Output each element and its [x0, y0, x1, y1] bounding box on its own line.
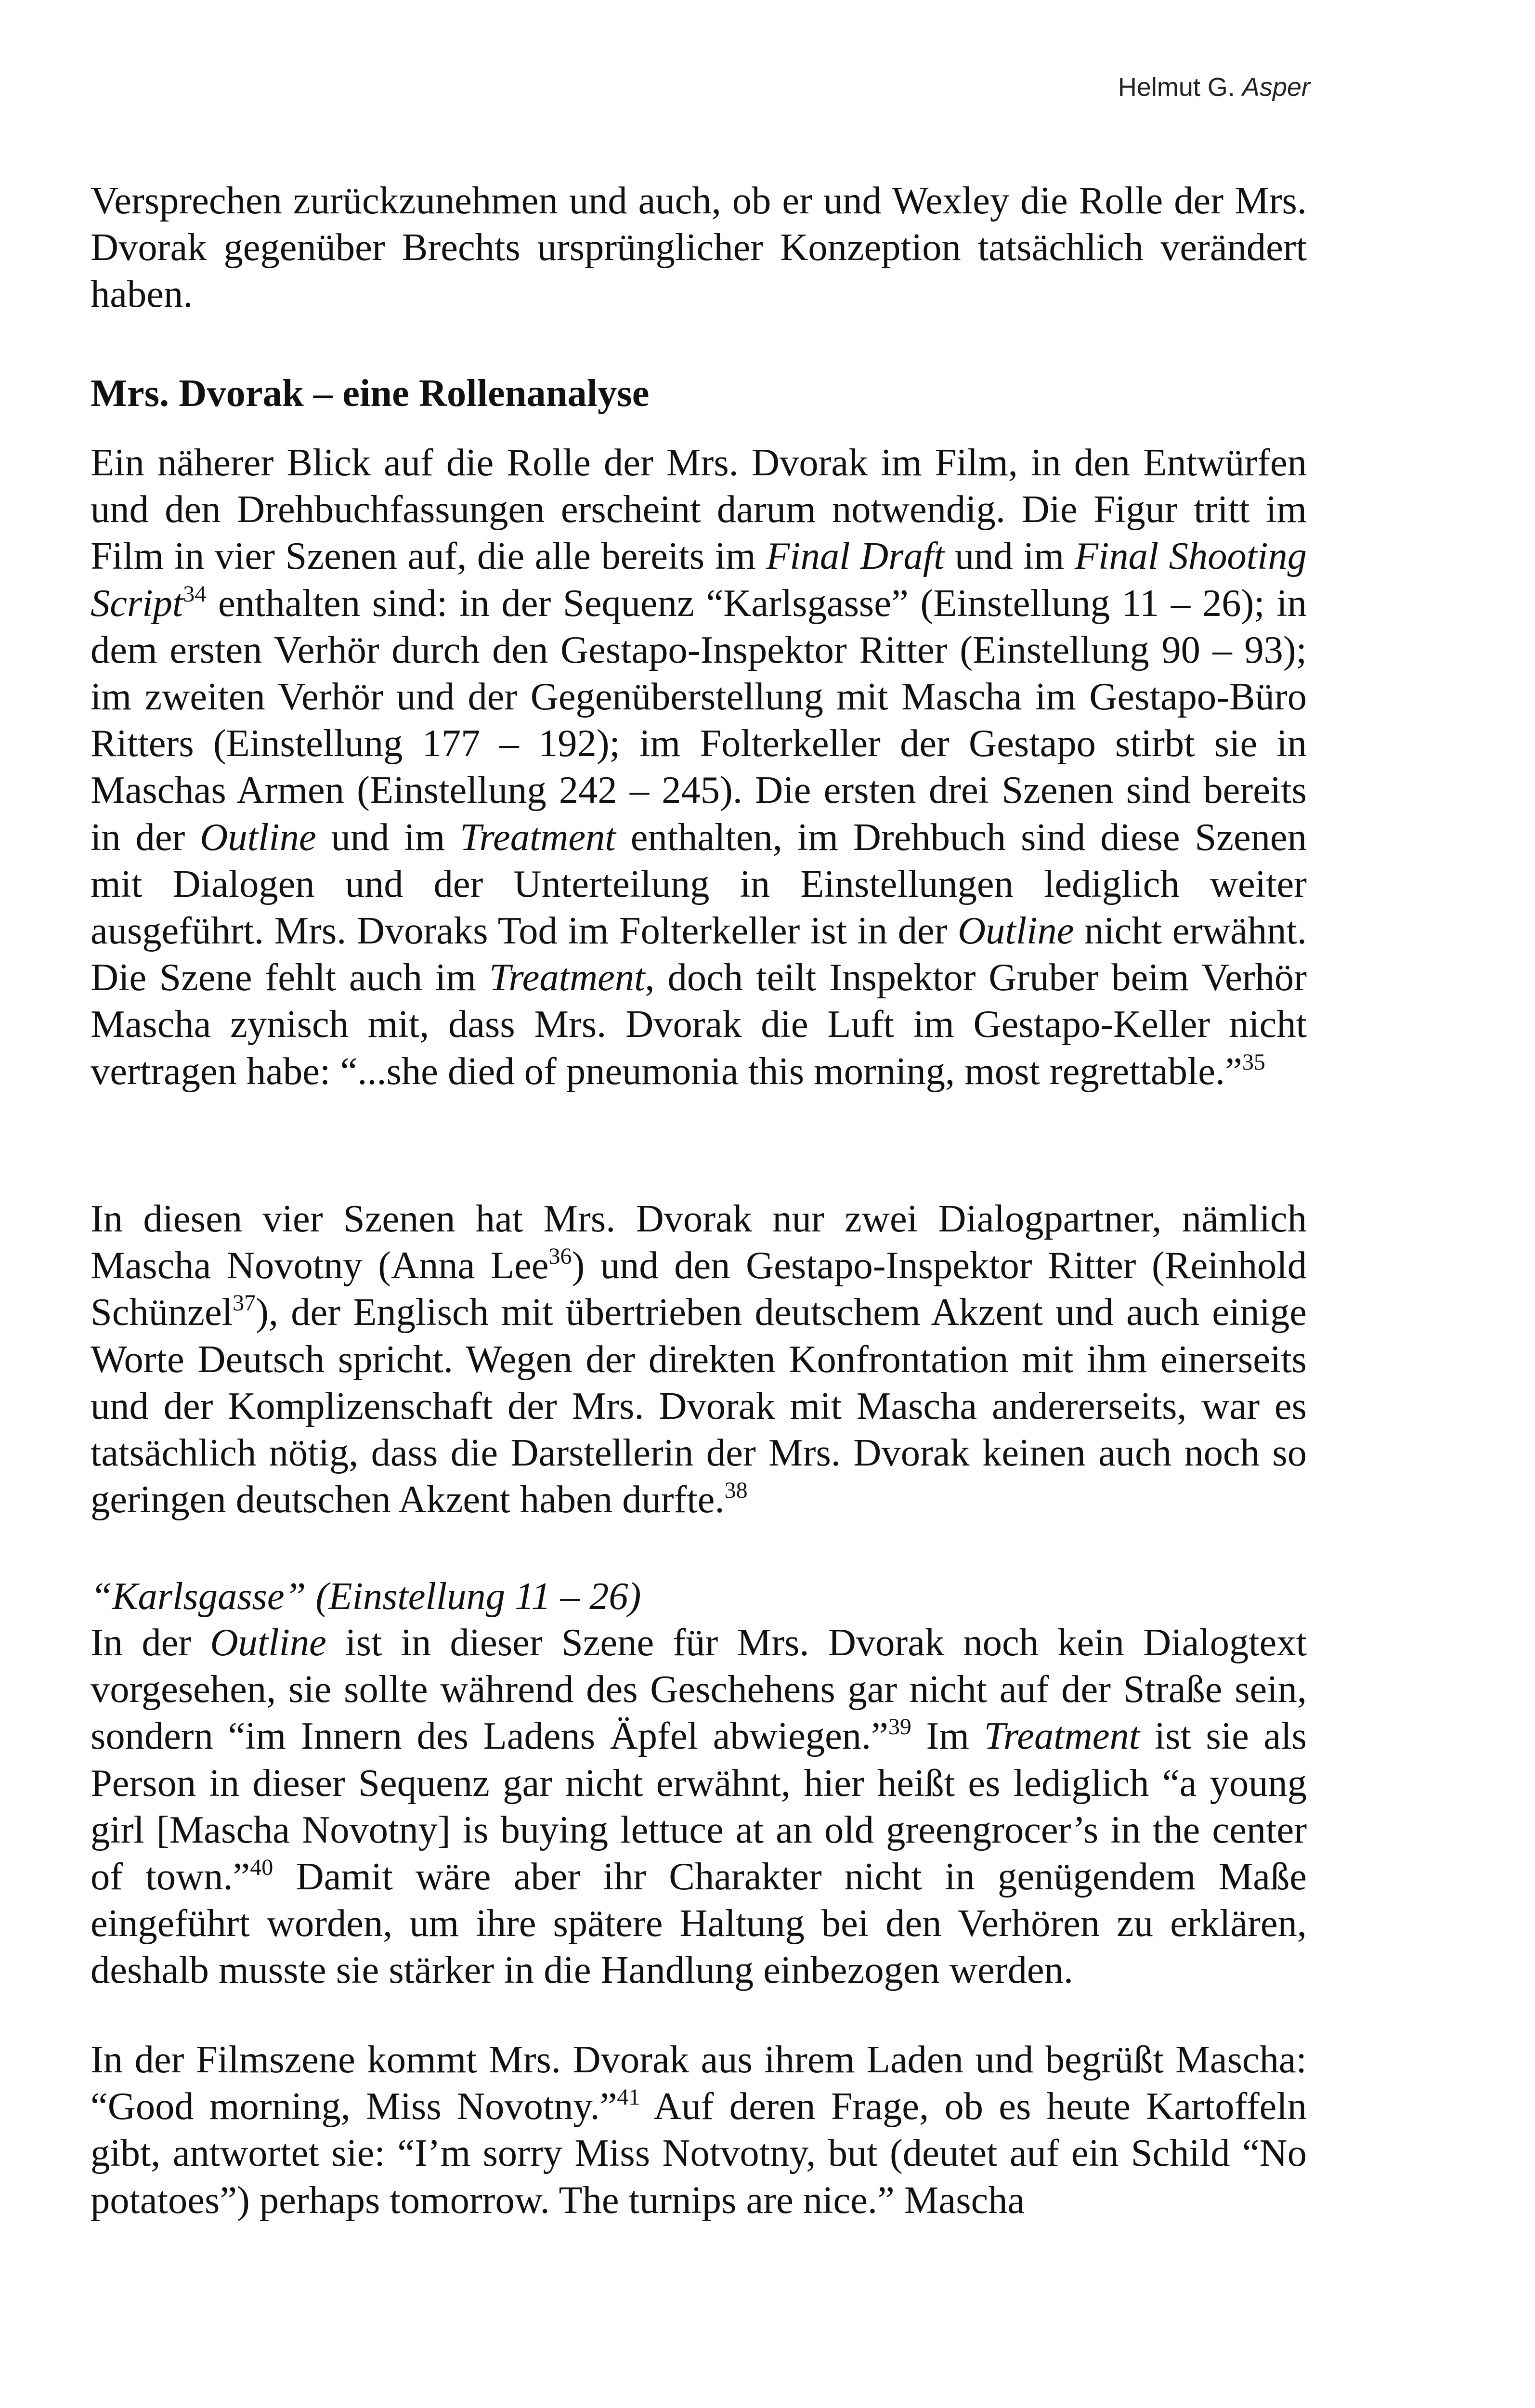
text-run: Im — [911, 1714, 984, 1758]
text-run: Damit wäre aber ihr Charakter nicht in genügendem Maße eingeführt worden, um ihre spätere Haltung bei den Verhören zu erklären, deshalb musste sie stärker in die Handlung einbezogen werden. — [91, 1855, 1307, 1992]
text-run: Auf deren Frage, ob es heute Kartoffeln gibt, antwortet sie: “I’m sorry Miss Notvotny, but (deutet auf ein Schild “No potatoes”) perhaps tomorrow. The turnips are nice.” Mascha — [91, 2085, 1307, 2222]
paragraph-role-analysis — [91, 439, 1307, 1095]
footnote-ref-35: 35 — [1242, 1049, 1265, 1075]
text-run: und im — [944, 535, 1075, 578]
intro-text: Versprechen zurückzunehmen und auch, ob er und Wexley die Rolle der Mrs. Dvorak gegenüber Brechts ursprünglicher Konzeption tatsächlich verändert haben. — [91, 179, 1307, 316]
text-run: ist in dieser Szene für Mrs. Dvorak noch kein Dialogtext vorgesehen, sie sollte während des Geschehens gar nicht auf der Straße sein, sondern “im Innern des Ladens Äpfel abwiegen.” — [91, 1621, 1307, 1758]
title-outline: Outline — [200, 815, 316, 859]
title-final-shooting-script: Final Shooting Script — [91, 535, 1307, 625]
title-final-draft: Final Draft — [766, 535, 945, 578]
text-run: , doch teilt Inspektor Gruber beim Verhör Mascha zynisch mit, dass Mrs. Dvorak die Luft im Gestapo-Keller nicht vertragen habe: “...she died of pneumonia this morning, most regrettable.” — [91, 956, 1307, 1093]
text-run: nicht erwähnt. Die Szene fehlt auch im — [91, 909, 1307, 999]
author-surname: Asper — [1242, 73, 1310, 102]
title-treatment: Treatment — [489, 956, 645, 999]
scene-subheading: “Karlsgasse” (Einstellung 11 – 26) — [91, 1575, 641, 1618]
intro-paragraph — [91, 177, 1307, 318]
title-treatment: Treatment — [984, 1714, 1140, 1758]
title-outline: Outline — [210, 1621, 326, 1664]
footnote-ref-37: 37 — [233, 1290, 256, 1316]
text-run: ), der Englisch mit übertrieben deutschem Akzent und auch einige Worte Deutsch spricht. Wegen der direkten Konfrontation mit ihm einerseits und der Komplizenschaft der Mrs. Dvorak mit Mascha andererseits, war es tatsächlich nötig, dass die Darstellerin der Mrs. Dvorak keinen auch noch so geringen deutschen Akzent haben durfte. — [91, 1291, 1307, 1521]
text-run: enthalten sind: in der Sequenz “Karlsgasse” (Einstellung 11 – 26); in dem ersten Verhör durch den Gestapo-Inspektor Ritter (Einstellung 90 – 93); im zweiten Verhör und der Gegenüberstellung mit Mascha im Gestapo-Büro Ritters (Einstellung 177 – 192); im Folterkeller der Gestapo stirbt sie in Maschas Armen (Einstellung 242 – 245). Die ersten drei Szenen sind bereits in der — [91, 581, 1307, 859]
text-run: In der Filmszene kommt Mrs. Dvorak aus ihrem Laden und begrüßt Mascha: “Good morning, Miss Novotny.” — [91, 2038, 1307, 2128]
title-treatment: Treatment — [460, 815, 616, 859]
paragraph-karlsgasse — [91, 1619, 1307, 1994]
section-heading: Mrs. Dvorak – eine Rollenanalyse — [91, 372, 650, 415]
text-run: enthalten, im Drehbuch sind diese Szenen mit Dialogen und der Unterteilung in Einstellungen lediglich weiter ausgeführt. Mrs. Dvoraks Tod im Folterkeller ist in der — [91, 815, 1307, 953]
title-outline: Outline — [958, 909, 1074, 953]
paragraph-film-scene — [91, 2036, 1307, 2224]
running-header — [1118, 72, 1310, 102]
text-run: In diesen vier Szenen hat Mrs. Dvorak nur zwei Dialogpartner, nämlich Mascha Novotny (Anna Lee — [91, 1197, 1307, 1287]
footnote-ref-40: 40 — [250, 1855, 273, 1881]
footnote-ref-34: 34 — [183, 581, 207, 607]
text-run: ) und den Gestapo-Inspektor Ritter (Reinhold Schünzel — [91, 1244, 1307, 1334]
text-run: und im — [316, 815, 460, 859]
footnote-ref-41: 41 — [617, 2084, 640, 2110]
text-run: Ein näherer Blick auf die Rolle der Mrs. Dvorak im Film, in den Entwürfen und den Drehbuchfassungen erscheint darum notwendig. Die Figur tritt im Film in vier Szenen auf, die alle bereits im — [91, 441, 1307, 578]
author-name: Helmut G. — [1118, 73, 1242, 102]
footnote-ref-39: 39 — [888, 1714, 911, 1740]
text-run: In der — [91, 1621, 210, 1664]
footnote-ref-36: 36 — [548, 1243, 572, 1269]
paragraph-dialog-partners — [91, 1195, 1307, 1523]
text-run: ist sie als Person in dieser Sequenz gar nicht erwähnt, hier heißt es lediglich “a young girl [Mascha Novotny] is buying lettuce at an old greengrocer’s in the center of town.” — [91, 1714, 1307, 1898]
footnote-ref-38: 38 — [724, 1478, 748, 1504]
